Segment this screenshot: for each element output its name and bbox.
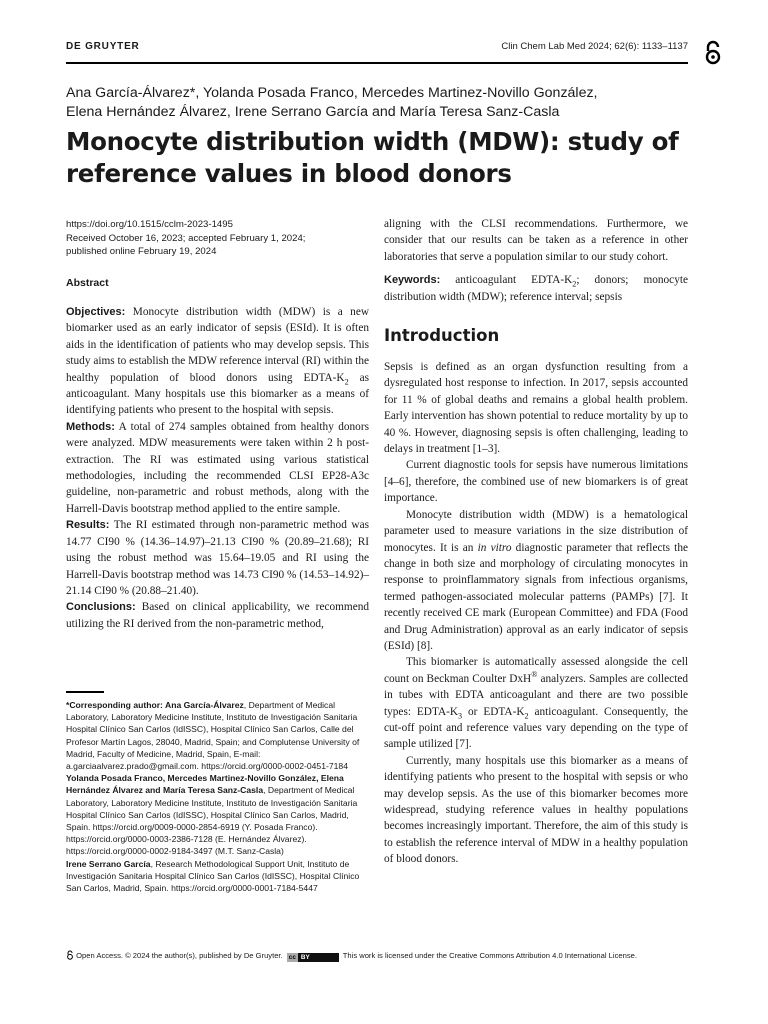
keywords-label: Keywords: bbox=[384, 274, 441, 287]
introduction-heading: Introduction bbox=[384, 326, 500, 346]
publisher-name: DE GRUYTER bbox=[66, 41, 140, 52]
conclusions-label: Conclusions: bbox=[66, 601, 136, 614]
corresponding-author-text: , Department of Medical Laboratory, Laboratory Medicine Institute, Instituto de Investigación Sanitaria Hospital Clínico San Carlos (IdISSC), Hospital Clínico San Carlos, Calle del Profesor Martín Lagos, 28040, Madrid, Spain; and Complutense University of Madrid, Faculty of Medicine, Madrid, Spain, E-mail: a.garciaalvarez.prado@gmail.com. https://orcid.org/0000-0002-0451-7184 bbox=[66, 700, 360, 772]
license-text[interactable]: This work is licensed under the Creative Commons Attribution 4.0 International License. bbox=[342, 951, 637, 960]
published-date: published online February 19, 2024 bbox=[66, 246, 217, 257]
open-access-icon bbox=[702, 40, 724, 66]
left-column bbox=[66, 304, 369, 632]
paragraph-text: analyzers. Samples are collected in tubes with EDTA anticoagulant and there are two possible types: EDTA-K bbox=[384, 672, 688, 718]
paragraph-text: diagnostic parameter that reflects the change in both size and morphology of circulating monocytes in response to proinflammatory signals from infectious organisms, termed pathogen-associated molecular patterns (PAMPs) [7]. It recently received CE mark (European Committee) and FDA (Food and Drug Administration) approval as an early indicator of sepsis (ESId) [8]. bbox=[384, 541, 688, 652]
abstract-heading: Abstract bbox=[66, 277, 109, 289]
subscript: 3 bbox=[458, 710, 463, 720]
coauthor-label: Irene Serrano García bbox=[66, 858, 151, 869]
coauthor-note bbox=[66, 772, 368, 857]
doi-link[interactable]: https://doi.org/10.1515/cclm-2023-1495 bbox=[66, 219, 233, 230]
corresponding-author-note bbox=[66, 699, 368, 772]
results-text: The RI estimated through non-parametric method was 14.77 CI90 % (14.36–14.97)–21.13 CI90 % (20.89–21.68); RI using the robust method was 15.64–19.05 and RI using the Harrell-Davis bootstrap method was 14.73 CI90 % (14.53–14.92)–21.14 CI90 % (20.88–21.40). bbox=[66, 519, 369, 597]
right-column bbox=[384, 216, 688, 868]
running-header bbox=[66, 41, 688, 63]
abstract-results bbox=[66, 517, 369, 599]
article-meta bbox=[66, 218, 366, 259]
coauthor-label: Yolanda Posada Franco, Mercedes Martinez-Novillo González, Elena Hernández Álvarez and María Teresa Sanz-Casla bbox=[66, 773, 344, 796]
conclusions-text: Based on clinical applicability, we recommend utilizing the RI derived from the non-parametric method, bbox=[66, 601, 370, 630]
title-line: Monocyte distribution width (MDW): study of bbox=[66, 127, 679, 156]
objectives-text: Monocyte distribution width (MDW) is a new biomarker used as an early indicator of sepsis (ESId). It is often aids in the identification of patients who may develop sepsis. This study aims to establish the MDW reference interval (RI) within the healthy population of blood donors using EDTA-K bbox=[66, 306, 370, 384]
objectives-text: as anticoagulant. Many hospitals use this biomarker as a means of identifying patients who present to the hospital with sepsis. bbox=[66, 371, 369, 417]
subscript: 2 bbox=[524, 710, 529, 720]
abstract-methods bbox=[66, 419, 369, 517]
footnote-rule bbox=[66, 691, 104, 693]
methods-text: A total of 274 samples obtained from healthy donors were analyzed. MDW measurements were taken within 2 h post-extraction. The RI was estimated using various statistical methodologies, including the recommended CLSI EP28-A3c guideline, non-parametric and robust methods, along with the Harrell-Davis bootstrap method applied to the entire sample. bbox=[66, 420, 369, 515]
subscript: 2 bbox=[572, 279, 577, 289]
keywords bbox=[384, 272, 688, 305]
abstract-objectives bbox=[66, 304, 369, 419]
received-date: Received October 16, 2023; accepted February 1, 2024; bbox=[66, 232, 306, 244]
author-footnotes bbox=[66, 699, 368, 894]
title-line: reference values in blood donors bbox=[66, 159, 512, 188]
coauthor-note bbox=[66, 858, 368, 895]
license-line bbox=[66, 950, 706, 962]
paragraph-text: or EDTA-K bbox=[462, 705, 525, 718]
author-list bbox=[66, 84, 686, 122]
paragraph bbox=[384, 507, 688, 655]
paragraph bbox=[384, 654, 688, 752]
paragraph-text: This biomarker is automatically assessed alongside the cell count on Beckman Coulter DxH bbox=[384, 656, 688, 685]
subscript: 2 bbox=[344, 376, 349, 386]
open-access-text: Open Access. © 2024 the author(s), published by De Gruyter. bbox=[76, 951, 283, 960]
cc-badge-text: cc bbox=[288, 954, 296, 961]
paragraph: Current diagnostic tools for sepsis have numerous limitations [4–6], therefore, the combined use of new biomarkers is of great importance. bbox=[384, 459, 688, 505]
results-label: Results: bbox=[66, 519, 110, 532]
coauthor-text: , Research Methodological Support Unit, Instituto de Investigación Sanitaria Hospital Clínico San Carlos (IdISSC), Hospital Clínico San Carlos, Madrid, Spain. https://orcid.org/0000-0001-7184-5447 bbox=[66, 858, 360, 894]
objectives-label: Objectives: bbox=[66, 306, 126, 318]
abstract-conclusions bbox=[66, 599, 369, 632]
author-line: Ana García-Álvarez*, Yolanda Posada Franco, Mercedes Martinez-Novillo González, bbox=[66, 85, 598, 101]
by-badge-text: BY bbox=[300, 954, 310, 961]
keywords-text: ; donors; monocyte distribution width (MDW); reference interval; sepsis bbox=[384, 274, 688, 303]
journal-citation: Clin Chem Lab Med 2024; 62(6): 1133–1137 bbox=[501, 41, 688, 52]
paragraph-text: anticoagulant. Consequently, the cut-off point and reference values vary depending on the type of sample utilized [7]. bbox=[384, 705, 688, 751]
paragraph: Sepsis is defined as an organ dysfunction resulting from a dysregulated host response to infection. In 2017, sepsis accounted for 11 % of global deaths and remains a global health problem. Early intervention has shown potential to reduce mortality by up to 40 %. However, diagnosing sepsis is often challenging, leading to delays in treatment [1–3]. bbox=[384, 361, 688, 456]
header-rule bbox=[66, 62, 688, 64]
methods-label: Methods: bbox=[66, 420, 115, 433]
corresponding-author-label: *Corresponding author: Ana García-Álvarez bbox=[66, 700, 244, 710]
article-title bbox=[66, 126, 706, 190]
paragraph-text: Monocyte distribution width (MDW) is a hematological parameter used to measure variations in the size distribution of monocytes. It is an bbox=[384, 508, 688, 554]
paragraph: Currently, many hospitals use this biomarker as a means of identifying patients who present to the hospital with sepsis or who may develop sepsis. As the use of this biomarker becomes more widespread, studying reference values in healthy populations becomes increasingly important. Therefore, the aim of this study is to establish the reference interval of MDW in a healthy population of blood donors. bbox=[384, 754, 688, 866]
italic-text: in vitro bbox=[477, 541, 512, 554]
superscript: ® bbox=[531, 669, 538, 679]
cc-by-badge[interactable] bbox=[287, 953, 339, 962]
coauthor-text: , Department of Medical Laboratory, Laboratory Medicine Institute, Instituto de Investigación Sanitaria Hospital Clínico San Carlos (IdISSC), Hospital Clínico San Carlos, Madrid, Spain. https://orcid.org/0009-0000-2854-6919 (Y. Posada Franco). https://orcid.org/0000-0003-2386-7128 (E. Hernández Álvarez). https://orcid.org/0000-0002-9184-3497 (M.T. Sanz-Casla) bbox=[66, 785, 358, 857]
author-line: Elena Hernández Álvarez, Irene Serrano García and María Teresa Sanz-Casla bbox=[66, 104, 560, 120]
open-access-icon bbox=[66, 950, 74, 960]
keywords-text: anticoagulant EDTA-K bbox=[455, 274, 573, 287]
abstract-continued: aligning with the CLSI recommendations. Furthermore, we consider that our results can be taken as a reference in other laboratories that serve a population similar to our study cohort. bbox=[384, 218, 688, 263]
